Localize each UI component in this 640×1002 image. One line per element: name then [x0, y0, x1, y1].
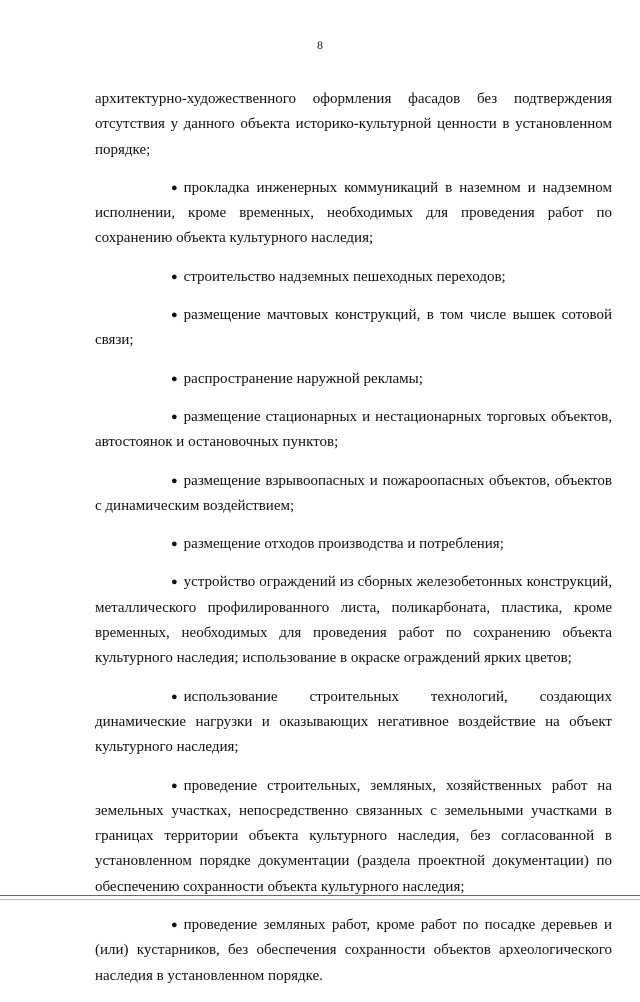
list-item-text: размещение отходов производства и потребления; [183, 536, 504, 553]
page-number: 8 [317, 38, 323, 52]
bullet-icon: ● [171, 410, 178, 423]
document-body [95, 87, 612, 1002]
list-item [95, 570, 612, 671]
scan-edge-line-secondary [0, 899, 640, 900]
intro-paragraph: архитектурно-художественного оформления фасадов без подтверждения отсутствия у данного объекта историко-культурной ценности в установленном порядке; [95, 91, 612, 158]
list-item-text: размещение стационарных и нестационарных торговых объектов, автостоянок и остановочных пунктов; [95, 408, 612, 451]
list-item-text: размещение мачтовых конструкций, в том числе вышек сотовой связи; [95, 307, 612, 349]
list-item [95, 405, 612, 456]
bullet-icon: ● [171, 919, 178, 932]
bullet-icon: ● [171, 779, 178, 792]
bullet-icon: ● [171, 538, 178, 551]
bullet-icon: ● [171, 690, 178, 703]
bullet-icon: ● [171, 474, 178, 487]
bullet-icon: ● [171, 372, 178, 385]
list-item-text: проведение строительных, земляных, хозяйственных работ на земельных участках, непосредственно связанных с земельными участками в границах территории объекта культурного наследия, без согласованной в установленном порядке документации (раздела проектной документации) по обеспечению сохранности объекта культурного наследия; [95, 777, 612, 895]
list-item-text: строительство надземных пешеходных переходов; [183, 268, 506, 285]
list-item [95, 303, 612, 354]
list-item [95, 774, 612, 900]
list-item-text: размещение взрывоопасных и пожароопасных объектов, объектов с динамическим воздействием; [95, 472, 612, 514]
bullet-icon: ● [171, 270, 178, 283]
bullet-icon: ● [171, 309, 178, 322]
list-item [95, 176, 612, 252]
list-item-text: использование строительных технологий, создающих динамические нагрузки и оказывающих негативное воздействие на объект культурного наследия; [95, 688, 612, 756]
scan-edge-line [0, 895, 640, 896]
list-item [95, 367, 612, 392]
list-item [95, 469, 612, 520]
list-item-text: прокладка инженерных коммуникаций в наземном и надземном исполнении, кроме временных, необходимых для проведения работ по сохранению объекта культурного наследия; [95, 179, 612, 247]
list-item [95, 532, 612, 557]
list-item-text: устройство ограждений из сборных железобетонных конструкций, металлического профилированного листа, поликарбоната, пластика, кроме временных, необходимых для проведения работ по сохранению объекта культурного наследия; использование в окраске ограждений ярких цветов; [95, 574, 612, 667]
bullet-icon: ● [171, 576, 178, 589]
list-item [95, 913, 612, 989]
restrictions-list [95, 176, 612, 989]
bullet-icon: ● [171, 181, 178, 194]
list-item-text: проведение земляных работ, кроме работ по посадке деревьев и (или) кустарников, без обеспечения сохранности объектов археологического наследия в установленном порядке. [95, 917, 612, 984]
list-item [95, 685, 612, 761]
list-item [95, 265, 612, 290]
list-item-text: распространение наружной рекламы; [183, 370, 423, 387]
